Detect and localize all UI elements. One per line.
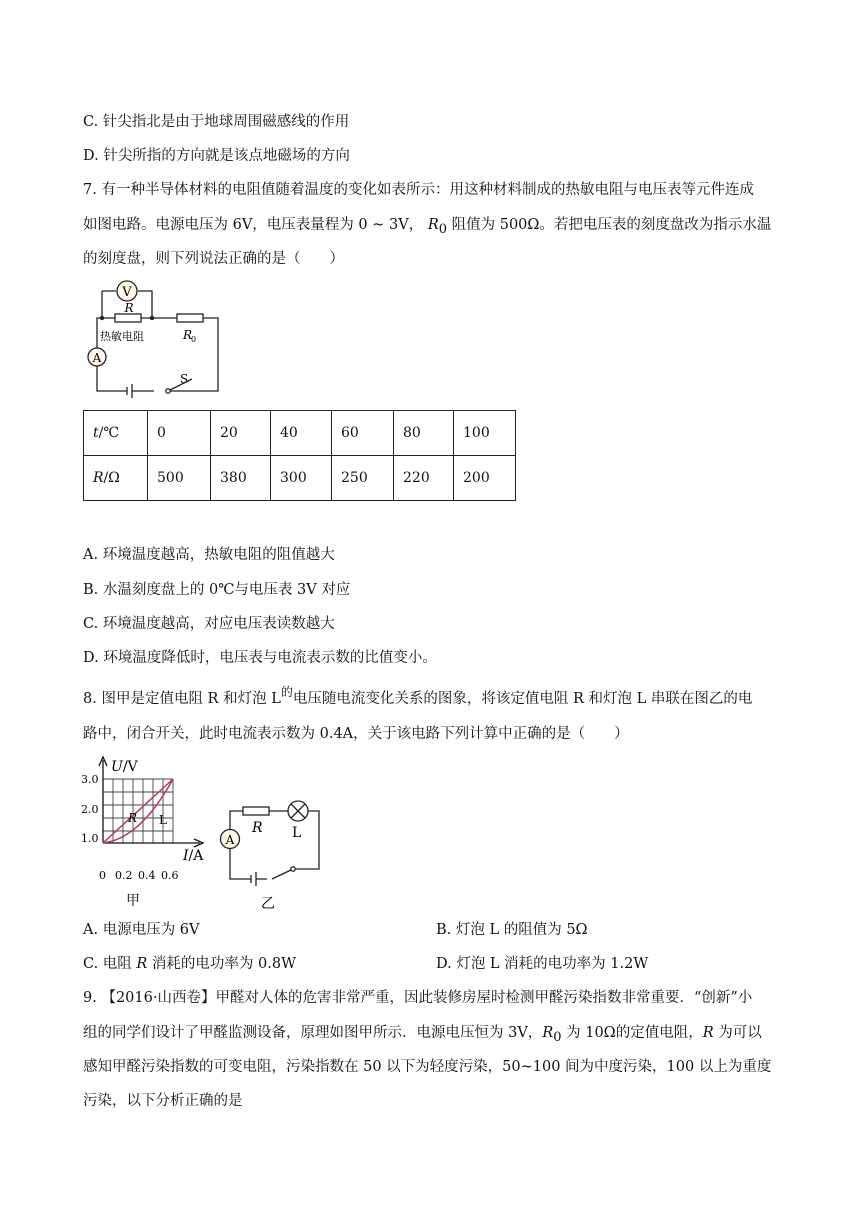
temperature-resistance-table bbox=[83, 410, 516, 501]
x-tick: 0 bbox=[99, 869, 106, 882]
q8-uv-graph bbox=[78, 752, 213, 912]
table-cell: 0 bbox=[148, 411, 211, 456]
lamp-l-label: L bbox=[292, 825, 302, 841]
q6-option-d: D. 针尖所指的方向就是该点地磁场的方向 bbox=[83, 148, 350, 164]
resistor-r0-label: R bbox=[183, 328, 193, 342]
table-cell: 80 bbox=[394, 411, 454, 456]
thermistor-caption: 热敏电阻 bbox=[100, 330, 144, 343]
q7-stem-line1: 7. 有一种半导体材料的电阻值随着温度的变化如表所示：用这种材料制成的热敏电阻与电压表等元件连成 bbox=[83, 182, 754, 198]
table-cell: 20 bbox=[211, 411, 271, 456]
table-row bbox=[84, 456, 516, 501]
resistor-r-label: R bbox=[252, 820, 263, 836]
y-axis-label: U/V bbox=[111, 759, 138, 775]
q7-stem-line3: 的刻度盘，则下列说法正确的是（ ） bbox=[83, 251, 344, 267]
q9-stem-line2: 组的同学们设计了甲醛监测设备，原理如图甲所示．电源电压恒为 3V，$R_0$ 为 10Ω的定值电阻，R 为可以 bbox=[83, 1025, 762, 1045]
q9-stem-line3: 感知甲醛污染指数的可变电阻，污染指数在 50 以下为轻度污染，50~100 间为中度污染，100 以上为重度 bbox=[83, 1059, 772, 1075]
ammeter-symbol bbox=[221, 830, 240, 849]
voltmeter-symbol bbox=[117, 281, 137, 301]
ammeter-symbol bbox=[88, 348, 106, 366]
q7-option-a: A. 环境温度越高，热敏电阻的阻值越大 bbox=[83, 547, 335, 563]
table-cell: 300 bbox=[271, 456, 332, 501]
q7-circuit-diagram bbox=[80, 276, 230, 402]
x-axis-label: I/A bbox=[183, 848, 204, 864]
q8-option-b: B. 灯泡 L 的阻值为 5Ω bbox=[436, 922, 588, 938]
switch-label: S bbox=[180, 372, 189, 386]
curve-r-label: R bbox=[128, 811, 138, 825]
table-cell: 220 bbox=[394, 456, 454, 501]
resistor-r0-subscript: 0 bbox=[191, 335, 197, 344]
lamp-icon bbox=[288, 801, 308, 821]
curve-r-line bbox=[103, 779, 173, 843]
q8-stem-line2: 路中，闭合开关，此时电流表示数为 0.4A，关于该电路下列计算中正确的是（ ） bbox=[83, 726, 629, 742]
q8-option-a: A. 电源电压为 6V bbox=[83, 922, 200, 938]
q9-stem-line4: 污染，以下分析正确的是 bbox=[83, 1093, 243, 1109]
curve-l-label: L bbox=[159, 813, 167, 827]
q6-option-c: C. 针尖指北是由于地球周围磁感线的作用 bbox=[83, 114, 350, 130]
table-row-label: R/Ω bbox=[84, 456, 148, 501]
q8-stem-line1: 8. 图甲是定值电阻 R 和灯泡 $L^的$电压随电流变化关系的图象，将该定值电阻 R 和灯泡 L 串联在图乙的电 bbox=[83, 685, 753, 707]
y-tick: 1.0 bbox=[81, 832, 99, 845]
table-cell: 380 bbox=[211, 456, 271, 501]
q8-circuit-diagram bbox=[212, 795, 332, 917]
q7-option-d: D. 环境温度降低时，电压表与电流表示数的比值变小。 bbox=[83, 650, 437, 666]
x-tick: 0.4 bbox=[138, 869, 156, 882]
svg-text:A: A bbox=[225, 833, 235, 847]
circuit-caption: 乙 bbox=[261, 896, 275, 912]
resistor-r-label: R bbox=[124, 301, 134, 315]
q7-option-c: C. 环境温度越高，对应电压表读数越大 bbox=[83, 616, 335, 632]
graph-caption: 甲 bbox=[126, 893, 140, 909]
table-cell: 250 bbox=[332, 456, 394, 501]
svg-text:V: V bbox=[122, 285, 132, 300]
q7-stem-line2: 如图电路。电源电压为 6V，电压表量程为 0 ~ 3V， $R_0$ 阻值为 500Ω。若把电压表的刻度盘改为指示水温 bbox=[83, 217, 772, 237]
table-cell: 100 bbox=[454, 411, 516, 456]
table-cell: 500 bbox=[148, 456, 211, 501]
q7-option-b: B. 水温刻度盘上的 0℃与电压表 3V 对应 bbox=[83, 582, 351, 598]
table-cell: 200 bbox=[454, 456, 516, 501]
x-tick: 0.2 bbox=[115, 869, 133, 882]
table-row bbox=[84, 411, 516, 456]
table-cell: 40 bbox=[271, 411, 332, 456]
q8-option-c: C. 电阻 R 消耗的电功率为 0.8W bbox=[83, 956, 297, 972]
x-tick: 0.6 bbox=[161, 869, 179, 882]
y-tick: 3.0 bbox=[81, 773, 99, 786]
table-cell: 60 bbox=[332, 411, 394, 456]
y-tick: 2.0 bbox=[81, 803, 99, 816]
q9-stem-line1: 9. 【2016·山西卷】甲醛对人体的危害非常严重，因此装修房屋时检测甲醛污染指数非常重要．“创新”小 bbox=[83, 990, 753, 1006]
table-row-label: t/℃ bbox=[84, 411, 148, 456]
q8-option-d: D. 灯泡 L 消耗的电功率为 1.2W bbox=[436, 956, 649, 972]
svg-text:A: A bbox=[92, 351, 102, 365]
